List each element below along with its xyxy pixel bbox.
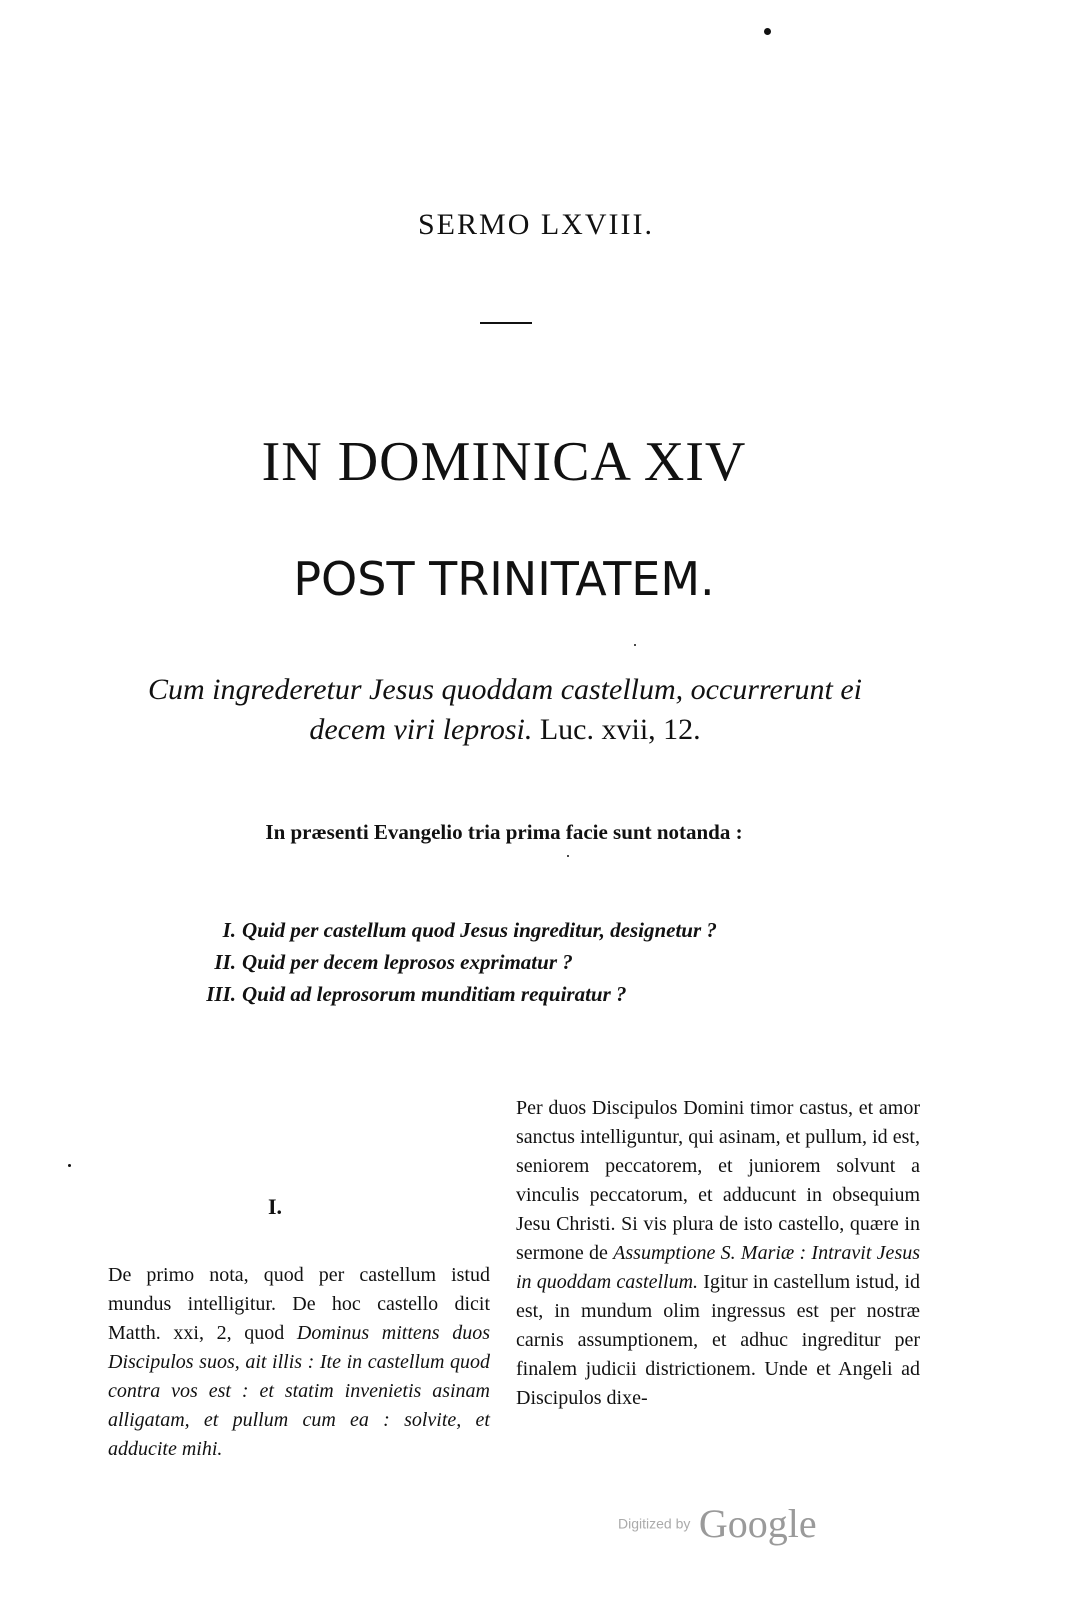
right-column-text-continued: Igitur in castellum istud, id est, in mundum olim ingressus est per nostræ carnis assumptionem, et adhuc ingreditur per finalem judicii districtionem. Unde et Angeli ad Discipulos dixe- — [516, 1271, 921, 1409]
right-column-italic-citation: Assumptione S. Mariæ : Intravit Jesus in quoddam castellum. — [516, 1242, 921, 1293]
point-text: Quid ad leprosorum munditiam requiratur ? — [242, 982, 627, 1006]
points-list — [196, 914, 816, 1010]
page-title-line-2: POST TRINITATEM. — [293, 552, 715, 606]
scan-speck — [634, 644, 636, 646]
epigraph — [60, 670, 950, 750]
page-title-line-1: IN DOMINICA XIV — [261, 431, 747, 493]
epigraph-reference: Luc. xvii, 12. — [539, 713, 701, 746]
point-number: II. — [214, 950, 236, 974]
epigraph-line-2 — [60, 710, 950, 750]
scan-speck — [764, 28, 771, 35]
point-item — [196, 914, 816, 946]
point-text: Quid per castellum quod Jesus ingreditur, designetur ? — [242, 918, 717, 942]
scan-speck — [68, 1164, 71, 1167]
point-text: Quid per decem leprosos exprimatur ? — [242, 950, 573, 974]
point-item — [196, 946, 816, 978]
left-column-italic-quote: Dominus mittens duos Discipulos suos, ait illis : Ite in castellum quod contra vos est : et statim invenietis asinam alligatam, et pullum cum ea : solvite, et adducite mihi. — [108, 1322, 490, 1460]
point-number: I. — [222, 918, 236, 942]
point-item — [196, 978, 816, 1010]
digitized-watermark — [618, 1500, 817, 1547]
watermark-prefix: Digitized by — [618, 1515, 691, 1532]
section-marker: I. — [268, 1194, 283, 1219]
right-column-text: Per duos Discipulos Domini timor castus, et amor sanctus intelliguntur, qui asinam, et pullum, id est, seniorem peccatorem, et juniorem solvunt a vinculis peccatorum, et adducunt in obsequium Jesu Christi. Si vis plura de isto castello, quære in sermone de — [516, 1097, 920, 1264]
epigraph-line-1: Cum ingrederetur Jesus quoddam castellum, occurrerunt ei — [147, 673, 863, 706]
google-logo: Google — [698, 1501, 817, 1546]
point-number: III. — [206, 982, 236, 1006]
right-column — [516, 1094, 920, 1413]
intro-sentence: In præsenti Evangelio tria prima facie sunt notanda : — [265, 820, 743, 844]
epigraph-scripture-end: decem viri leprosi. — [309, 713, 533, 746]
scan-speck — [567, 855, 569, 857]
left-column-text: De primo nota, quod per castellum istud mundus intelligitur. De hoc castello dicit Matth. xxi, 2, quod — [108, 1264, 490, 1344]
title-divider — [480, 322, 532, 324]
sermon-number: SERMO LXVIII. — [418, 208, 654, 241]
left-column — [108, 1261, 490, 1464]
